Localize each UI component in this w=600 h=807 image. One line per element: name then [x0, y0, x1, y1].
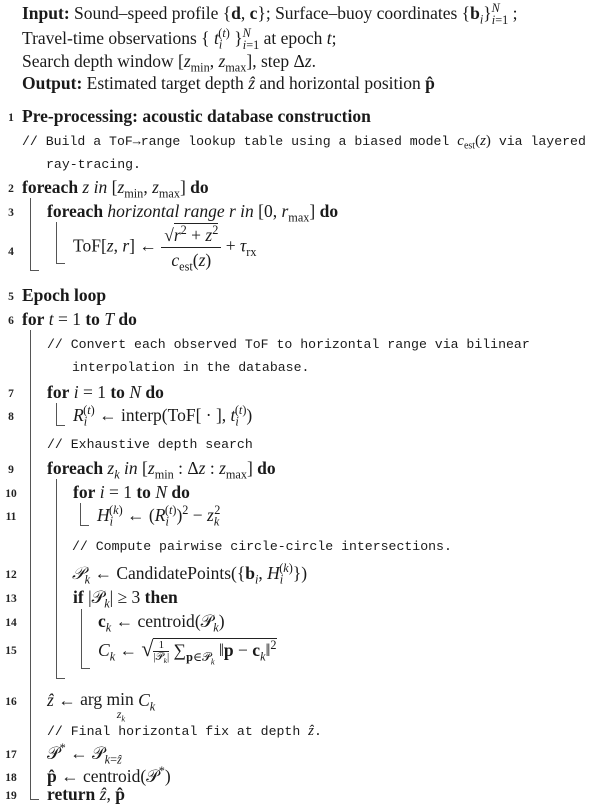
output-text: Estimated target depth ẑ and horizontal position p̂: [86, 73, 435, 93]
line-number: 18: [5, 772, 17, 784]
output-label: Output:: [22, 73, 83, 93]
block-bar-for-i-2: [80, 503, 81, 526]
line-number: 4: [8, 246, 14, 258]
line-number: 12: [5, 569, 17, 581]
line-number: 2: [8, 183, 14, 195]
block-bar-foreach-z: [30, 198, 31, 271]
block-bar-epoch: [30, 330, 31, 800]
line-number: 10: [5, 488, 17, 500]
block-end-foreach-zk: [56, 678, 65, 679]
block-end-if: [81, 668, 90, 669]
section-title: Pre-processing: acoustic database construction: [22, 106, 371, 126]
line-number: 11: [5, 511, 17, 523]
block-bar-if: [81, 609, 82, 669]
line-number: 15: [5, 645, 17, 657]
line-number: 6: [8, 315, 14, 327]
line-number: 1: [8, 112, 14, 124]
line-number: 19: [5, 790, 17, 802]
line-number: 3: [8, 207, 14, 219]
block-end-foreach-r: [56, 263, 65, 264]
line-number: 8: [8, 411, 14, 423]
line-number: 5: [8, 291, 14, 303]
line-number: 14: [5, 617, 17, 629]
block-end-for-i-1: [56, 425, 65, 426]
line-number: 13: [5, 593, 17, 605]
input-label: Input:: [22, 3, 70, 23]
line-number: 17: [5, 749, 17, 761]
block-bar-foreach-r: [56, 222, 57, 264]
block-end-epoch: [30, 799, 39, 800]
line-number: 16: [5, 696, 17, 708]
block-end-foreach-z: [30, 270, 39, 271]
block-bar-foreach-zk: [56, 479, 57, 679]
line-number: 7: [8, 388, 14, 400]
block-end-for-i-2: [80, 525, 89, 526]
section-title: Epoch loop: [22, 285, 107, 305]
line-number: 9: [8, 464, 14, 476]
block-bar-for-i-1: [56, 403, 57, 426]
